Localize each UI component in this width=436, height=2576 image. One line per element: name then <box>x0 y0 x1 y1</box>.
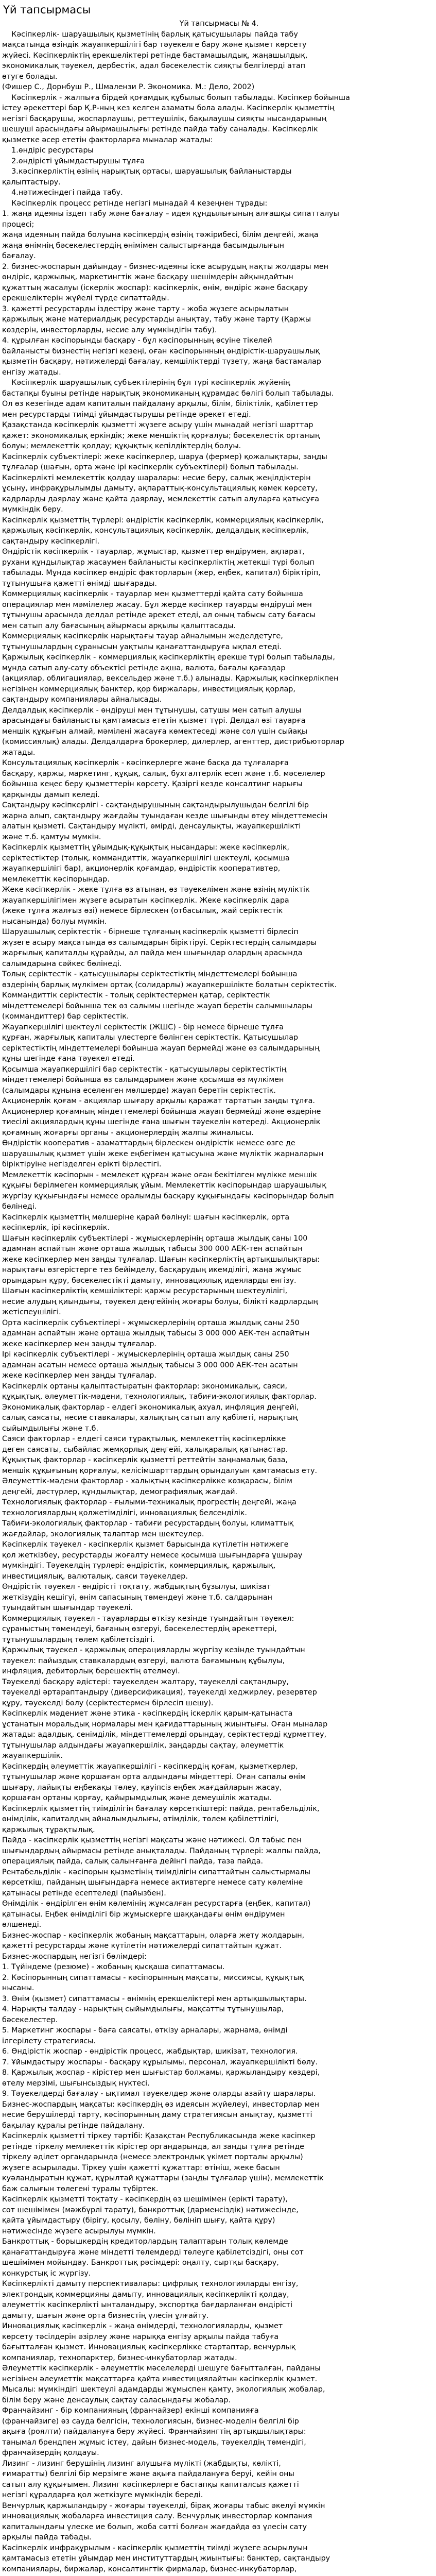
text-line: Шағын кәсіпкерліктің кемшіліктері: қаржы ресурстарының шектеулілігі, <box>2 1287 288 1295</box>
text-line: 9. Тәуекелдерді бағалау - ықтимал тәуекелдер және оларды азайту шаралары. <box>2 2090 316 2098</box>
text-line: сақтандыру компаниялары айналысады. <box>2 696 162 704</box>
text-line: Консультациялық кәсіпкерлік - кәсіпкерлерге және басқа да тұлғаларға <box>2 759 289 767</box>
text-line: көрсету тәсілдерін әзірлеу және нарыққа енгізу арқылы пайда табуға <box>2 2332 279 2341</box>
text-line: капиталындағы үлеске ие болып, жоба сәтті болған жағдайда өз үлесін сату <box>2 2522 307 2531</box>
text-line: Коммерциялық кәсіпкерлік - тауарлар мен қызметтерді қайта сату бойынша <box>2 590 303 598</box>
text-line: 4. құрылған кәсіпорынды басқару - бұл кәсіпорынның өсуіне тікелей <box>2 336 272 345</box>
text-line: баж салығын төлегені туралы түбіртек. <box>2 2184 159 2193</box>
text-line: процесі; <box>2 220 34 229</box>
text-line: 1.өндіріс ресурстары <box>2 146 94 155</box>
text-line: Қаржылық тәуекел - қаржылық операцияларды жүргізу кезінде туындайтын <box>2 1646 305 1654</box>
text-line: Жауапкершілігі шектеулі серіктестік (ЖШС) - бір немесе бірнеше тұлға <box>2 1023 284 1031</box>
text-line: жауапкершілігі бар), акционерлік қоғамдар, өндірістік кооперативтер, <box>2 865 281 873</box>
text-line: Банкроттық - борышкердің кредиторлардың талаптарын толық көлемде <box>2 2238 288 2246</box>
text-line: 6. Өндірістік жоспар - өндірістік процесс, жабдықтар, шикізат, технология. <box>2 2047 298 2056</box>
text-line: Венчурлық қаржыландыру - жоғары тәуекелді, бірақ жоғары табыс әкелуі мүмкін <box>2 2501 325 2510</box>
text-line: жатады. <box>2 748 36 757</box>
text-line: ретінде тіркелу мемлекеттік кірістер органдарында, ал заңды тұлға ретінде <box>2 2142 304 2151</box>
assignment-number: Үй тапсырмасы № 4. <box>179 20 259 28</box>
text-line: қатынасы ретінде есептеледі (пайызбен). <box>2 1889 166 1897</box>
text-line: шығындардың айырмасы ретінде анықталады. Пайданың түрлері: жалпы пайда, <box>2 1846 321 1855</box>
text-line: конкурстық іс жүргізу. <box>2 2269 91 2278</box>
text-line: арасындағы байланысты қамтамасыз ететін қызмет түрі. Делдал өзі тауарға <box>2 717 306 725</box>
text-line: жеткізудің кешігуі, өнім сапасының төмендеуі және т.б. салдарынан <box>2 1593 272 1602</box>
text-line: серіктестіктер (толық, коммандиттік, жауапкершілігі шектеулі, қосымша <box>2 854 290 862</box>
text-line: Шағын кәсіпкерлік субъектілері - жұмыскерлерінің орташа жылдық саны 100 <box>2 1234 308 1243</box>
text-line: алатын қызметі. Сақтандыру мүлікті, өмірді, денсаулықты, жауапкершілікті <box>2 822 301 831</box>
text-line: тұтынушы арасында делдал ретінде әрекет етеді, ал оның табысы сату бағасы <box>2 611 316 619</box>
text-line: ерекшеліктерін жүйелі түрде сипаттайды. <box>2 294 169 302</box>
text-line: жүйесі. Кәсіпкерліктің ерекшеліктері ретінде бастамашылдық, жаңашылдық, <box>2 51 308 60</box>
text-line: мүмкіндігі. Тәуекелдің түрлері: өндірістік, коммерциялық, қаржылық, <box>2 1562 276 1570</box>
text-line: қанағаттандыруға және міндетті төлемдерді төлеуге қабілетсіздігі, оны сот <box>2 2248 304 2257</box>
text-line: жауапкершілігімен жүзеге асыратын кәсіпкерлік. Жеке кәсіпкерлік дара <box>2 896 289 905</box>
text-line: жетіспеушілігі. <box>2 1308 61 1316</box>
text-line: Кәсіпкерлік тәуекел - кәсіпкерлік қызмет барысында күтілетін нәтижеге <box>2 1540 289 1549</box>
text-line: тұлғалар (шағын, орта және ірі кәсіпкерлік субъектілері) болып табылады. <box>2 463 299 471</box>
text-line: міндеттемелері бойынша тек өз салымы шегінде жауап беретін салымшылары <box>2 1002 312 1010</box>
text-line: Кәсіпкерлік қызметтің мөлшеріне қарай бөлінуі: шағын кәсіпкерлік, орта <box>2 1213 290 1222</box>
text-line: негізгі басқарушы, жоспарлаушы, реттеушілік, бақылаушы сияқты нысандарының <box>2 114 327 123</box>
text-line: жарғылық капиталды құрайды, ал пайда мен шығындар олардың арасында <box>2 949 303 957</box>
text-line: кадрларды даярлау және қайта даярлау, мемлекеттік сатып алуларға қатысуға <box>2 495 320 503</box>
text-line: Кәсіпкерлік процесс ретінде негізгі мынадай 4 кезеңнен тұрады: <box>2 199 268 208</box>
text-line: Экономикалық факторлар - елдегі экономикалық ахуал, инфляция деңгейі, <box>2 1403 299 1412</box>
text-line: адамнан аспайтын және орташа жылдық табысы 300 000 АЕК-тен аспайтын <box>2 1245 303 1253</box>
text-line: несие берушілерді тарту, кәсіпорынның даму стратегиясын анықтау, қызметті <box>2 2111 312 2119</box>
document-page <box>0 2 436 2576</box>
text-line: Шаруашылық серіктестік - бірнеше тұлғаның кәсіпкерлік қызметті бірлесіп <box>2 928 299 936</box>
text-line: шешімімен мойындау. Банкроттық рәсімдері: оңалту, сыртқы басқару, <box>2 2259 279 2267</box>
text-line: құқықтық, әлеуметтік-мәдени, технологиялық, табиғи-экологиялық факторлар. <box>2 1393 317 1401</box>
text-line: арқылы пайда табады. <box>2 2533 92 2541</box>
text-line: қажетті ресурстарды және күтілетін нәтижелерді сипаттайтын құжат. <box>2 1942 282 1950</box>
text-line: операциялық пайда, салық салынғанға дейінгі пайда, таза пайда. <box>2 1857 264 1866</box>
text-line: адамнан асатын немесе орташа жылдық табысы 3 000 000 АЕК-тен асатын <box>2 1361 298 1369</box>
text-line: 3. қажетті ресурстарды іздестіру және тарту - жоба жүзеге асырылатын <box>2 304 289 313</box>
text-line: жүргізу құқығындағы немесе оралымды басқару құқығындағы кәсіпорындар болып <box>2 1192 334 1200</box>
text-line: өтуге болады. <box>2 72 58 81</box>
text-line: инвестициялық, валюталық, саяси тәуекелдер. <box>2 1572 188 1581</box>
text-line: шаруашылық қызмет үшін жеке еңбегімен қатысуына және мүліктік жарналарын <box>2 1149 324 1158</box>
text-line: қоршаған ортаны қорғау, қайырымдылық және демеушілік жатады. <box>2 1794 272 1802</box>
text-line: жаңа идеяның пайда болуына кәсіпкердің өзінің тәжірибесі, білім деңгейі, жаңа <box>2 231 319 239</box>
text-line: тұтынушылардың сұранысын уақтылы қанағаттандыруға ықпал етеді. <box>2 642 282 651</box>
text-line: нысаны. <box>2 1984 34 1992</box>
text-line: мүмкіндік беру. <box>2 505 63 514</box>
text-line: құжаттың жасалуы (іскерлік жоспар): кәсіпкерлік, өнім, өндіріс және басқару <box>2 283 308 292</box>
text-line: тіркелу әділет органдарында (немесе электрондық үкімет порталы арқылы) <box>2 2153 303 2161</box>
text-line: қызметін басқару, нәтижелерді бағалау, кемшіліктерді түзету, жаңа бастамалар <box>2 358 321 366</box>
text-line: Кәсіпкерлік қызметтің ұйымдық-құқықтық нысандары: жеке кәсіпкерлік, <box>2 843 289 852</box>
text-line: 2. Кәсіпорынның сипаттамасы - кәсіпорынның мақсаты, миссиясы, құқықтық <box>2 1973 304 1982</box>
text-line: Табиғи-экологиялық факторлар - табиғи ресурстардың болуы, климаттық <box>2 1519 294 1528</box>
text-line: Франчайзинг - бір компанияның (франчайзер) екінші компанияға <box>2 2406 259 2415</box>
text-line: бастапқы буыны ретінде нарықтық экономиканың құрамдас бөлігі болып табылады. <box>2 389 334 398</box>
text-line: Жеке кәсіпкерлік - жеке тұлға өз атынан, өз тәуекелімен және өзінің мүліктік <box>2 886 310 894</box>
text-line: бойынша кеңес беру қызметтерін көрсету. Қазіргі кезде консалтинг нарығы <box>2 780 303 788</box>
text-line: құру, тәуекелді бөлу (серіктестермен бірлесіп шешу). <box>2 1699 214 1707</box>
text-line: меншік құқығының қорғалуы, келісімшарттардың орындалуын қамтамасыз ету. <box>2 1466 318 1475</box>
text-line: Сақтандыру кәсіпкерлігі - сақтандырушының сақтандырылушыдан белгілі бір <box>2 801 309 809</box>
text-line: адамнан аспайтын және орташа жылдық табысы 3 000 000 АЕК-тен аспайтын <box>2 1329 310 1337</box>
text-line: негізінен коммерциялық банктер, қор биржалары, инвестициялық қорлар, <box>2 685 295 693</box>
text-line: 5. Маркетинг жоспары - баға саясаты, өткізу арналары, жарнама, өнімді <box>2 2026 288 2035</box>
text-line: 2.өндірісті ұйымдастырушы тұлға <box>2 157 145 165</box>
text-line: тәуекел: пайыздық ставкалардың өзгеруі, валюта бағамының құбылуы, <box>2 1656 285 1665</box>
text-line: негізгі құралдарға қол жеткізуге мүмкіндік береді. <box>2 2491 203 2499</box>
text-line: өнімділік, капиталдың айналымдылығы, өтімділік, төлем қабілеттілігі, <box>2 1815 279 1823</box>
text-line: ұсыну, инфрақұрылымды дамыту, ақпараттық-консультациялық көмек көрсету, <box>2 484 318 493</box>
text-line: сұраныстың төмендеуі, бағаның өзгеруі, бәсекелестердің әрекеттері, <box>2 1625 277 1633</box>
text-line: Құқықтық факторлар - кәсіпкерлік қызметті реттейтін заңнамалық база, <box>2 1456 288 1464</box>
text-line: Акционерлер қоғамның міндеттемелері бойынша жауап бермейді және өздеріне <box>2 1107 321 1116</box>
text-line: операциялар мен мәмілелер жасау. Бұл жерде кәсіпкер тауарды өндіруші мен <box>2 600 312 609</box>
text-line: рухани құндылықтар жасаумен байланысты кәсіпкерліктің жетекші түрі болып <box>2 558 315 567</box>
text-line: куәландыратын құжат, құрылтай құжаттары (заңды тұлғалар үшін), мемлекеттік <box>2 2174 324 2182</box>
text-line: 4.нәтижесіндегі пайда табу. <box>2 189 123 197</box>
text-line: білім беру және денсаулық сақтау саласындағы жобалар. <box>2 2396 231 2404</box>
text-line: жеке кәсіпкерлер мен заңды тұлғалар. <box>2 1340 156 1348</box>
text-line: Саяси факторлар - елдегі саяси тұрақтылық, мемлекеттің кәсіпкерлікке <box>2 1435 286 1443</box>
text-line: Кәсіпкерлікті мемлекеттік қолдау шаралары: несие беру, салық жеңілдіктерін <box>2 473 311 482</box>
text-line: Рентабельділік - кәсіпорын қызметінің тиімділігін сипаттайтын салыстырмалы <box>2 1868 310 1876</box>
text-line: мұнда сатып алу-сату объектісі ретінде ақша, валюта, бағалы қағаздар <box>2 664 286 672</box>
text-line: бәсекелестер. <box>2 2015 58 2024</box>
text-line: ғимаратты) белгілі бір мерзімге және ақыға пайдалануға беруі, кейін оны <box>2 2470 294 2478</box>
text-line: 1. Түйіндеме (резюме) - жобаның қысқаша сипаттамасы. <box>2 1963 225 1971</box>
text-line: өлшенеді. <box>2 1921 42 1929</box>
text-line: Кәсіпкерлікті дамыту перспективалары: цифрлық технологияларды енгізу, <box>2 2280 299 2288</box>
text-line: туындайтын шығындар тәуекелі. <box>2 1604 133 1612</box>
text-line: меншік құқығын алмай, мәмілені жасауға көмектеседі және сол үшін сыйақы <box>2 727 308 736</box>
text-line: Өндірістік кооператив - азаматтардың бірлескен өндірістік немесе өзге де <box>2 1139 295 1147</box>
text-line: енгізу жатады. <box>2 368 61 377</box>
text-line: тұтынушыға қажетті өнімді шығарады. <box>2 579 157 588</box>
text-line: Технологиялық факторлар - ғылыми-техникалық прогрестің деңгейі, жаңа <box>2 1498 297 1506</box>
text-line: 3.кәсіпкерліктің өзінің нарықтық ортасы, шаруашылық байланыстарды <box>2 167 292 176</box>
text-line: Орта кәсіпкерлік субъектілері - жұмыскерлерінің орташа жылдық саны 250 <box>2 1318 300 1327</box>
text-line: мемлекеттік кәсіпорындар. <box>2 875 110 884</box>
text-line: өздерінің барлық мүлкімен ортақ (солидарлы) жауапкершілікте болатын серіктестік. <box>2 980 337 989</box>
text-line: жаңа өнімнің бәсекелестердің өнімімен салыстырғанда басымдылығын <box>2 241 284 250</box>
text-line: сыйымдылығы және т.б. <box>2 1424 98 1433</box>
text-line: компаниялары, биржалар, консалтингтік фирмалар, бизнес-инкубаторлар, <box>2 2565 297 2573</box>
text-line: қаржылық кәсіпкерлік, консультациялық кәсіпкерлік, делдалдық кәсіпкерлік, <box>2 527 309 535</box>
text-line: 2. бизнес-жоспарын дайындау - бизнес-идеяны іске асырудың нақты жолдары мен <box>2 262 329 271</box>
text-line: Делдалдық кәсіпкерлік - өндіруші мен тұтынушы, сатушы мен сатып алушы <box>2 706 302 715</box>
text-line: нысанында) болуы мүмкін. <box>2 917 107 926</box>
text-line: мақсатында өзіндік жауапкершілігі бар тәуекелге бару және қызмет көрсету <box>2 41 307 49</box>
text-line: инфляция, дебиторлық берешектің өтелмеуі. <box>2 1667 180 1675</box>
text-line: Бизнес-жоспардың негізгі бөлімдері: <box>2 1952 147 1961</box>
text-line: бағытталған қызмет. Инновациялық кәсіпкерлікке стартаптар, венчурлық <box>2 2343 296 2351</box>
text-line: технологиялардың қолжетімділігі, инновациялық белсенділік. <box>2 1509 247 1517</box>
text-line: Қосымша жауапкершілігі бар серіктестік - қатысушылары серіктестіктің <box>2 1065 287 1074</box>
text-line: басқару, қаржы, маркетинг, құқық, салық, бухгалтерлік есеп және т.б. мәселелер <box>2 769 325 778</box>
text-line: қайта ұйымдастыру (бірігу, қосылу, бөліну, бөлініп шығу, қайта құру) <box>2 2216 275 2225</box>
text-line: тұтынушылар және қоршаған орта алдындағы міндеттері. Оған сапалы өнім <box>2 1773 306 1781</box>
text-line: салымдарына сәйкес бөлінеді. <box>2 959 122 968</box>
text-line: жүзеге асырылады. Тіркеу үшін қажетті құжаттар: өтініш, жеке басын <box>2 2163 280 2172</box>
text-line: қаржылық тұрақтылық. <box>2 1825 95 1834</box>
text-line: Кәсіпкерлік - жалпыға бірдей қоғамдық құбылыс болып табылады. Кәсіпкер бойынша <box>2 93 350 102</box>
text-line: жауапкершілік. <box>2 1752 63 1760</box>
text-line: (франчайзиге) өз сауда белгісін, технологиясын, бизнес-моделін белгілі бір <box>2 2417 299 2426</box>
text-line: бөлінеді. <box>2 1202 37 1211</box>
text-line: (жеке тұлға жалғыз өзі) немесе бірлескен (отбасылық, жай серіктестік <box>2 907 283 915</box>
text-line: құны шегінде ғана тәуекел етеді. <box>2 1055 135 1063</box>
text-line: өтелу мерзімі, шығынсыздық нүктесі. <box>2 2079 150 2088</box>
text-line: Кәсіпкерлік қызметті тоқтату - кәсіпкердің өз шешімімен (ерікті тарату), <box>2 2195 288 2204</box>
text-line: сатып алу құқығымен. Лизинг кәсіпкерлерге бастапқы капиталсыз қажетті <box>2 2480 299 2489</box>
text-line: Өндірістік тәуекел - өндірісті тоқтату, жабдықтың бұзылуы, шикізат <box>2 1583 271 1591</box>
text-line: қаржылық және материалдық ресурстарды анықтау, табу және тарту (Қаржы <box>2 315 311 324</box>
text-line: электрондық коммерцияны дамыту, инновациялық кәсіпкерлікті қолдау, <box>2 2290 289 2299</box>
text-line: ақыға (роялти) пайдалануға беру жүйесі. Франчайзингтің артықшылықтары: <box>2 2428 306 2436</box>
text-line: Инновациялық кәсіпкерлік - жаңа өнімдерді, технологияларды, қызмет <box>2 2322 283 2330</box>
text-line: салық саясаты, несие ставкалары, халықтың сатып алу қабілеті, нарықтың <box>2 1414 298 1422</box>
text-line: компаниялар, технопарктер, бизнес-инкубаторлар жатады. <box>2 2353 237 2362</box>
text-line: Кәсіпкерлік қызметтің түрлері: өндірістік кәсіпкерлік, коммерциялық кәсіпкерлік, <box>2 516 324 524</box>
text-line: Коммандиттік серіктестік - толық серіктестермен қатар, серіктестік <box>2 991 270 999</box>
text-line: Мемлекеттік кәсіпорын - мемлекет құрған және оған бекітілген мүлікке меншік <box>2 1171 317 1179</box>
text-line: Өнімділік - өндірілген өнім көлемінің жұмсалған ресурстарға (еңбек, капитал) <box>2 1900 311 1908</box>
text-line: көздерін, инвесторларды, несие алу мүмкіндігін табу). <box>2 326 217 334</box>
text-line: Кәсіпкерлік қызметтің тиімділігін бағалау көрсеткіштері: пайда, рентабельділік, <box>2 1804 320 1813</box>
text-line: инновациялық жобаларға инвестиция салу. Венчурлық инвесторлар компания <box>2 2512 312 2520</box>
text-line: жатады: адалдық, сенімділік, міндеттемелерді орындау, серіктестерді құрметтеу, <box>2 1731 327 1739</box>
text-line: шығару, лайықты еңбекақы төлеу, қауіпсіз еңбек жағдайларын жасау, <box>2 1783 282 1792</box>
text-line: (салымдары құнына еселенген мөлшерде) жауап беретін серіктестік. <box>2 1086 276 1095</box>
text-line: қалыптастыру. <box>2 178 61 187</box>
text-line: Ірі кәсіпкерлік субъектілері - жұмыскерлерінің орташа жылдық саны 250 <box>2 1350 289 1359</box>
text-line: тұтынушылардың төлем қабілетсіздігі. <box>2 1635 155 1644</box>
text-line: франчайзердің қолдауы. <box>2 2449 99 2457</box>
text-line: табылады. Мұнда кәсіпкер өндіріс факторларын (жер, еңбек, капитал) біріктіріп, <box>2 569 321 577</box>
text-line: Кәсіпкерлік инфрақұрылым - кәсіпкерлік қызметтің тиімді жүзеге асырылуын <box>2 2544 308 2552</box>
text-line: құрған, жарғылық капиталы үлестерге бөлінген серіктестік. Қатысушылар <box>2 1033 299 1042</box>
text-line: деген саясаты, сыбайлас жемқорлық деңгейі, халықаралық қатынастар. <box>2 1445 288 1454</box>
text-line: танымал брендпен жұмыс істеу, дайын бизнес-модель, тәуекелдің төмендігі, <box>2 2438 306 2447</box>
text-line: Бизнес-жоспардың мақсаты: кәсіпкердің өз идеясын жүйелеуі, инвесторлар мен <box>2 2100 320 2109</box>
text-line: Өндірістік кәсіпкерлік - тауарлар, жұмыстар, қызметтер өндірумен, ақпарат, <box>2 548 305 556</box>
text-line: Кәсіпкерлік мәдениет және этика - кәсіпкердің іскерлік қарым-қатынаста <box>2 1709 293 1718</box>
text-line: қамтамасыз ететін ұйымдар мен институттардың жиынтығы: банктер, сақтандыру <box>2 2554 330 2563</box>
text-line: бақылау құралы ретінде пайдалану. <box>2 2121 145 2130</box>
text-line: 8. Қаржылық жоспар - кірістер мен шығыстар болжамы, қаржыландыру көздері, <box>2 2069 320 2077</box>
text-line: орындарын құру, бәсекелестікті дамыту, инновациялық идеяларды енгізу. <box>2 1276 297 1285</box>
document-body <box>2 29 436 2576</box>
text-line: Кәсіпкердің әлеуметтік жауапкершілігі - кәсіпкердің қоғам, қызметкерлер, <box>2 1762 298 1771</box>
text-line: істеу әрекеттері бар Қ.Р-ның кез келген азаматы бола алады. Кәсіпкерлік қызметтің <box>2 104 335 112</box>
text-line: қол жеткізбеу, ресурстарды жоғалту немесе қосымша шығындарға ұшырау <box>2 1551 303 1560</box>
text-line: серіктестіктің міндеттемелері бойынша жауап бермейді және өз салымдарының <box>2 1044 320 1053</box>
text-line: (комиссиялық) алады. Делдалдарға брокерлер, дилерлер, агенттер, дистрибьюторлар <box>2 738 344 746</box>
text-line: (акциялар, облигациялар, вексельдер және т.б.) алынады. Қаржылық кәсіпкерлікпен <box>2 674 339 683</box>
text-line: қоғамның жоғарғы органы - акционерлердің жалпы жиналысы. <box>2 1128 254 1137</box>
text-line: сақтандыру кәсіпкерлігі. <box>2 537 100 546</box>
text-line: Мысалы: мүмкіндігі шектеулі адамдарды жұмыспен қамту, экологиялық жобалар, <box>2 2385 325 2394</box>
text-line: (Фишер С., Дорнбуш Р., Шмалензи Р. Экономика. М.: Дело, 2002) <box>2 83 255 91</box>
text-line: несие алудың қиындығы, тәуекел деңгейінің жоғары болуы, білікті кадрлардың <box>2 1297 318 1306</box>
text-line: шешуші арасындағы айырмашылығы ретінде пайда табу саналады. Кәсіпкерлік <box>2 125 318 133</box>
text-line: тәуекелді әртараптандыру (диверсификация), тәуекелді хеджирлеу, резервтер <box>2 1688 317 1697</box>
text-line: жеке кәсіпкерлер мен заңды тұлғалар. <box>2 1371 156 1380</box>
text-line: өндіріс, қаржылық, маркетингтік және басқару шешімдерін айқындайтын <box>2 273 293 281</box>
text-line: Бизнес-жоспар - кәсіпкерлік жобаның мақсаттарын, оларға жету жолдарын, <box>2 1931 305 1940</box>
text-line: жағдайлар, экологиялық талаптар мен шектеулер. <box>2 1530 204 1538</box>
text-line: тиесілі акциялардың құны шегінде ғана шығын тәуекелін көтереді. Акционерлік <box>2 1118 321 1126</box>
text-line: қатынасы. Еңбек өнімділігі бір жұмыскерге шаққандағы өнім өндірумен <box>2 1910 285 1919</box>
text-line: Қазақстанда кәсіпкерлік қызметті жүзеге асыру үшін мынадай негізгі шарттар <box>2 421 313 429</box>
text-line: міндеттемелері бойынша өз салымдарымен және қосымша өз мүлкімен <box>2 1076 284 1084</box>
page-title: Үй тапсырмасы <box>3 4 91 16</box>
text-line: Коммерциялық кәсіпкерлік нарықтағы тауар айналымын жеделдетуге, <box>2 632 283 640</box>
text-line: мен ресурстарды тиімді ұйымдастырушы ретінде әрекет етеді. <box>2 410 251 419</box>
text-line: Әлеуметтік-мәдени факторлар - халықтың кәсіпкерлікке көзқарасы, білім <box>2 1477 292 1485</box>
text-line: және т.б. қамтуы мүмкін. <box>2 833 101 841</box>
text-line: Кәсіпкерлік қызметті тіркеу тәртібі: Қазақстан Республикасында жеке кәсіпкер <box>2 2132 316 2140</box>
text-line: жарна алып, сақтандыру жағдайы туындаған кезде шығынды өтеу міндеттемесін <box>2 811 328 820</box>
text-line: қарқынды дамып келеді. <box>2 790 100 799</box>
text-line: ұстанатын моральдық нормалары мен қағидаттарының жиынтығы. Оған мыналар <box>2 1720 328 1728</box>
text-line: Ол өз кезегінде адам капиталын пайдалану арқылы, білім, біліктілік, қабілеттер <box>2 400 318 408</box>
text-line: Кәсіпкерлік ортаны қалыптастыратын факторлар: экономикалық, саяси, <box>2 1382 288 1391</box>
text-line: нарықтағы өзгерістерге тез бейімделу, басқарудың икемділігі, жаңа жұмыс <box>2 1266 302 1274</box>
text-line: нәтижесінде жүзеге асырылуы мүмкін. <box>2 2227 156 2235</box>
text-line: әлеуметтік кәсіпкерлікті ынталандыру, экспортқа бағдарланған өндірісті <box>2 2301 293 2309</box>
text-line: Коммерциялық тәуекел - тауарларды өткізу кезінде туындайтын тәуекел: <box>2 1614 294 1623</box>
text-line: Тәуекелді басқару әдістері: тәуекелден жалтару, тәуекелді сақтандыру, <box>2 1677 289 1686</box>
text-line: Әлеуметтік кәсіпкерлік - әлеуметтік мәселелерді шешуге бағытталған, пайданы <box>2 2364 321 2372</box>
text-line: Толық серіктестік - қатысушылары серіктестіктің міндеттемелері бойынша <box>2 970 298 978</box>
text-line: Қаржылық кәсіпкерлік - коммерциялық кәсіпкерліктің ерекше түрі болып табылады, <box>2 653 335 662</box>
text-line: байланысты бизнестің негізгі кезеңі, оған кәсіпорынның өндірістік-шаруашылық <box>2 347 320 355</box>
text-line: дамыту, шағын және орта бизнестің үлесін ұлғайту. <box>2 2311 209 2320</box>
text-line: Пайда - кәсіпкерлік қызметтің негізгі мақсаты және нәтижесі. Ол табыс пен <box>2 1836 302 1844</box>
text-line: мен сатып алу бағасының айырмасы арқылы қалыптасады. <box>2 621 236 630</box>
text-line: біріктіруіне негізделген ерікті бірлестігі. <box>2 1160 162 1168</box>
text-line: 3. Өнім (қызмет) сипаттамасы - өнімнің ерекшеліктері мен артықшылықтары. <box>2 1994 307 2003</box>
text-line: Кәсіпкерлік субъектілері: жеке кәсіпкерлер, шаруа (фермер) қожалықтары, заңды <box>2 452 327 461</box>
text-line: болуы; мемлекеттік қолдау; құқықтық кепілдіктердің болуы. <box>2 442 241 450</box>
text-line: көрсеткіш, пайданың шығындарға немесе активтерге немесе сату көлеміне <box>2 1878 303 1887</box>
text-line: негізінен әлеуметтік мақсаттарға қайта инвестициялайтын кәсіпкерлік қызмет. <box>2 2375 318 2383</box>
text-line: Лизинг - лизинг берушінің лизинг алушыға мүлікті (жабдықты, көлікті, <box>2 2459 281 2468</box>
text-line: (коммандиттер) бар серіктестік. <box>2 1012 129 1021</box>
text-line: сот шешімімен (мәжбүрлі тарату), банкроттық (дәрменсіздік) нәтижесінде, <box>2 2206 299 2214</box>
text-line: жеке кәсіпкерлер мен заңды тұлғалар. Шағын кәсіпкерліктің артықшылықтары: <box>2 1255 320 1264</box>
text-line: 1. жаңа идеяны іздеп табу және бағалау – идея құндылығының алғашқы сипатталуы <box>2 210 339 218</box>
text-line: тұтынушылар алдындағы жауапкершілік, заңдарды сақтау, әлеуметтік <box>2 1741 284 1750</box>
text-line: 7. Ұйымдастыру жоспары - басқару құрылымы, персонал, жауапкершілікті бөлу. <box>2 2058 318 2066</box>
text-line: Кәсіпкерлік- шаруашылық қызметінің барлық қатысушылары пайда табу <box>2 30 298 39</box>
text-line: деңгейі, дәстүрлер, құндылықтар, демографиялық жағдай. <box>2 1487 238 1496</box>
text-line: жүзеге асыру мақсатында өз салымдарын біріктіруі. Серіктестердің салымдары <box>2 938 317 947</box>
text-line: 4. Нарықты талдау - нарықтың сыйымдылығы, мақсатты тұтынушылар, <box>2 2005 284 2013</box>
text-line: Акционерлік қоғам - акциялар шығару арқылы қаражат тартатын заңды тұлға. <box>2 1097 315 1105</box>
text-line: бағалау. <box>2 252 36 260</box>
text-line: ілгерілету стратегиясы. <box>2 2037 96 2045</box>
text-line: Кәсіпкерлік шаруашылық субъектілерінің бұл түрі кәсіпкерлік жүйенің <box>2 379 290 387</box>
text-line: кәсіпкерлік, ірі кәсіпкерлік. <box>2 1224 110 1232</box>
text-line: экономикалық тәуекел, дербестік, адал бәсекелестік сияқты белгілерді атап <box>2 62 306 70</box>
text-line: қызметке әсер ететін факторларға мыналар жатады: <box>2 135 213 144</box>
text-line: қажет: экономикалық еркіндік; жеке меншіктің қорғалуы; бәсекелестік ортаның <box>2 431 320 440</box>
text-line: құқығы берілмеген коммерциялық ұйым. Мемлекеттік кәсіпорындар шаруашылық <box>2 1181 326 1190</box>
